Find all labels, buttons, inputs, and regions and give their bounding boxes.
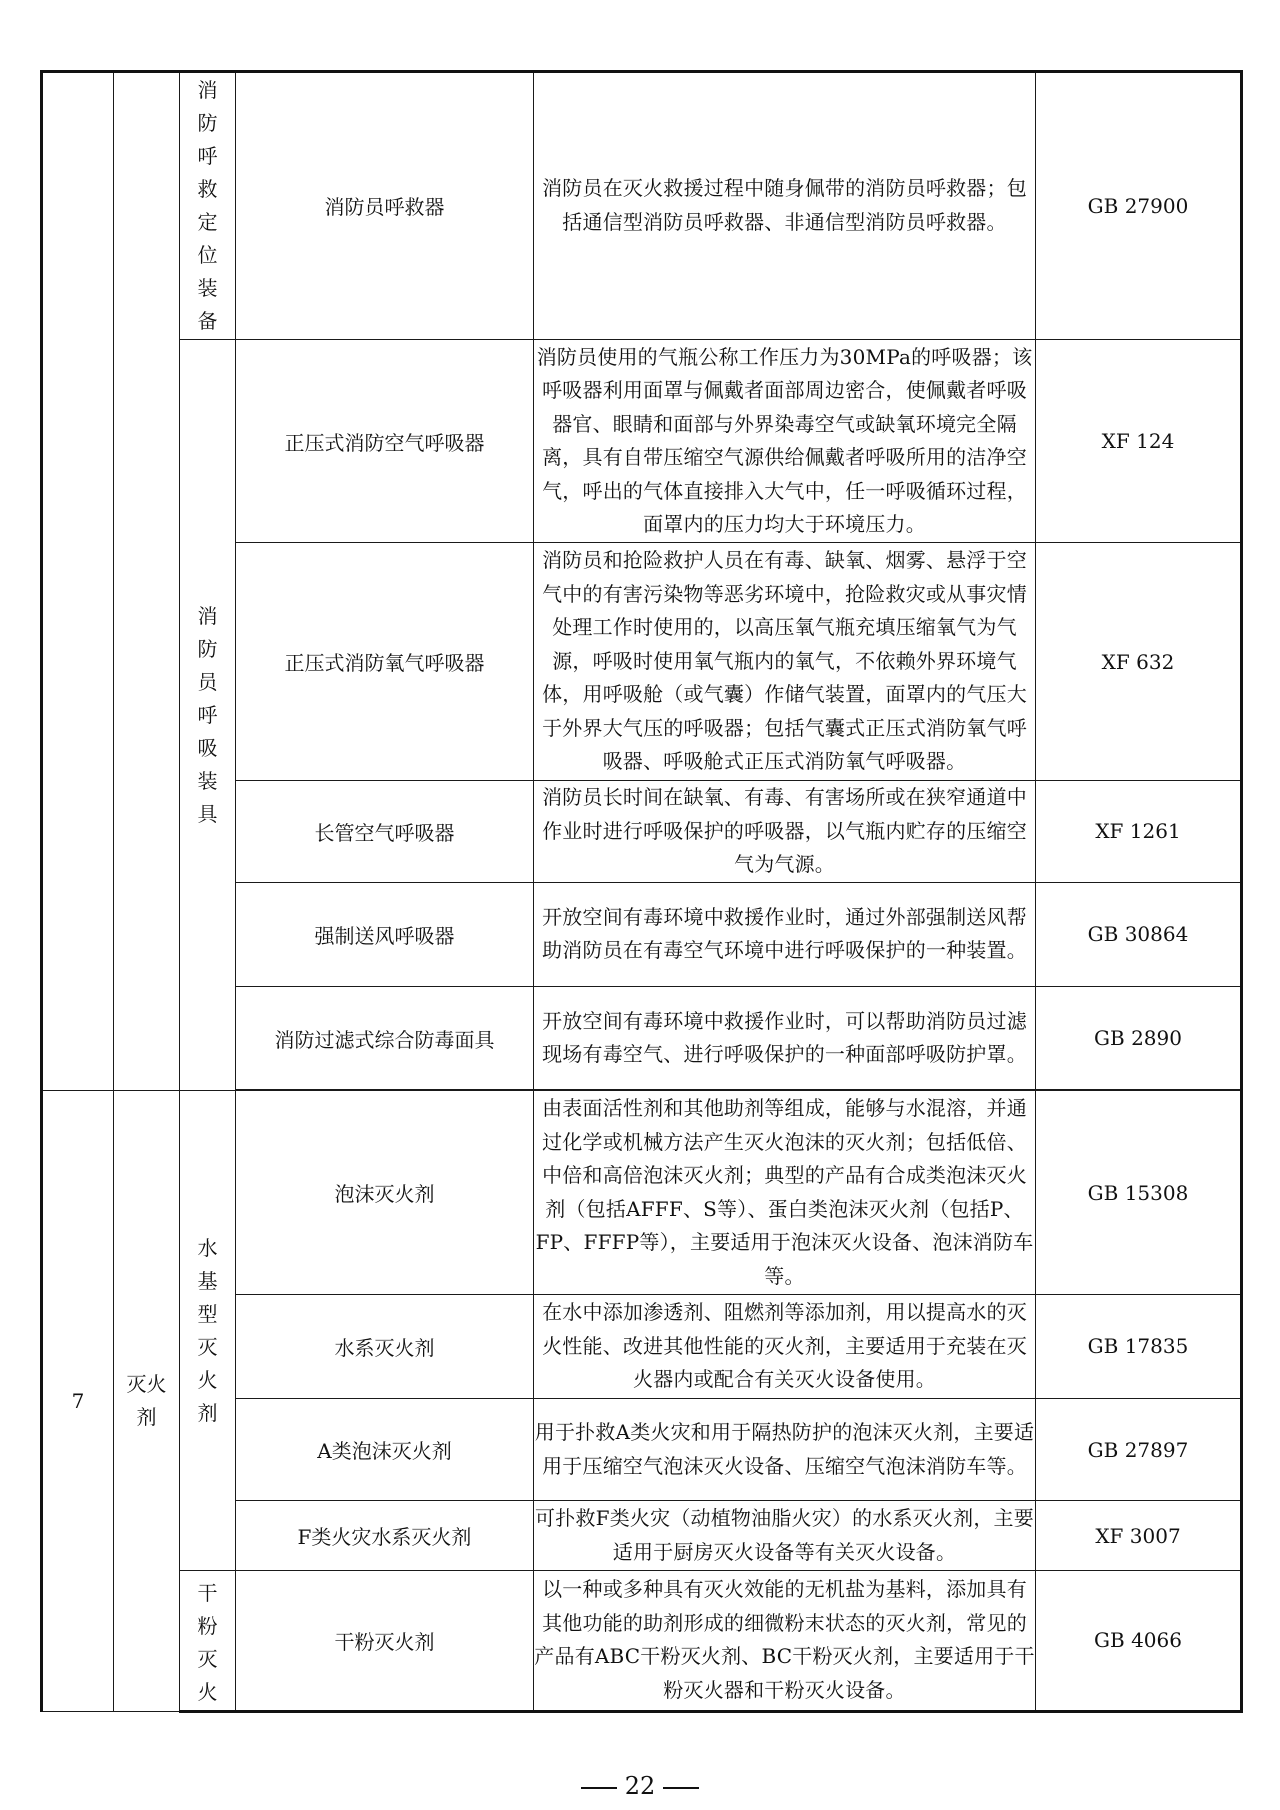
section-category: 灭火剂 — [114, 1091, 180, 1712]
equipment-standards-table — [40, 70, 1243, 1713]
product-name: 水系灭火剂 — [236, 1294, 534, 1398]
group-locator: 消防呼救定位装备 — [180, 72, 236, 340]
product-description: 在水中添加渗透剂、阻燃剂等添加剂，用以提高水的灭火性能、改进其他性能的灭火剂，主要适用于充装在灭火器内或配合有关灭火设备使用。 — [534, 1294, 1036, 1398]
standard-code: XF 124 — [1036, 339, 1242, 542]
standard-code: GB 4066 — [1036, 1570, 1242, 1711]
standard-code: GB 27900 — [1036, 72, 1242, 340]
product-name: F类火灾水系灭火剂 — [236, 1501, 534, 1571]
standards-table-page — [40, 70, 1240, 1713]
footer-dash-left — [581, 1787, 617, 1789]
page-footer — [0, 1772, 1280, 1800]
standard-code: XF 632 — [1036, 543, 1242, 780]
product-description: 消防员使用的气瓶公称工作压力为30MPa的呼吸器；该呼吸器利用面罩与佩戴者面部周边密合，使佩戴者呼吸器官、眼睛和面部与外界染毒空气或缺氧环境完全隔离，具有自带压缩空气源供给佩戴者呼吸所用的洁净空气，呼出的气体直接排入大气中，任一呼吸循环过程，面罩内的压力均大于环境压力。 — [534, 339, 1036, 542]
product-description: 消防员长时间在缺氧、有毒、有害场所或在狭窄通道中作业时进行呼吸保护的呼吸器，以气瓶内贮存的压缩空气为气源。 — [534, 780, 1036, 882]
standard-code: GB 15308 — [1036, 1091, 1242, 1294]
product-description: 开放空间有毒环境中救援作业时，通过外部强制送风帮助消防员在有毒空气环境中进行呼吸保护的一种装置。 — [534, 882, 1036, 986]
standard-code: GB 30864 — [1036, 882, 1242, 986]
table-row — [42, 1570, 1242, 1711]
product-name: 消防员呼救器 — [236, 72, 534, 340]
section-number: 7 — [42, 1091, 114, 1712]
product-name: 泡沫灭火剂 — [236, 1091, 534, 1294]
product-description: 用于扑救A类火灾和用于隔热防护的泡沫灭火剂，主要适用于压缩空气泡沫灭火设备、压缩空气泡沫消防车等。 — [534, 1398, 1036, 1501]
page-number: 22 — [624, 1772, 656, 1800]
standard-code: XF 3007 — [1036, 1501, 1242, 1571]
category-cell-empty — [114, 72, 180, 1091]
standard-code: GB 2890 — [1036, 986, 1242, 1090]
product-name: 长管空气呼吸器 — [236, 780, 534, 882]
group-water-agent: 水基型灭火剂 — [180, 1091, 236, 1570]
product-description: 以一种或多种具有灭火效能的无机盐为基料，添加具有其他功能的助剂形成的细微粉末状态的灭火剂，常见的产品有ABC干粉灭火剂、BC干粉灭火剂，主要适用于干粉灭火器和干粉灭火设备。 — [534, 1570, 1036, 1711]
product-name: 正压式消防氧气呼吸器 — [236, 543, 534, 780]
standard-code: GB 27897 — [1036, 1398, 1242, 1501]
product-description: 可扑救F类火灾（动植物油脂火灾）的水系灭火剂，主要适用于厨房灭火设备等有关灭火设备。 — [534, 1501, 1036, 1571]
table-row — [42, 1091, 1242, 1294]
product-description: 由表面活性剂和其他助剂等组成，能够与水混溶，并通过化学或机械方法产生灭火泡沫的灭火剂；包括低倍、中倍和高倍泡沫灭火剂；典型的产品有合成类泡沫灭火剂（包括AFFF、S等）、蛋白类泡沫灭火剂（包括P、FP、FFFP等），主要适用于泡沫灭火设备、泡沫消防车等。 — [534, 1091, 1036, 1294]
product-description: 消防员和抢险救护人员在有毒、缺氧、烟雾、悬浮于空气中的有害污染物等恶劣环境中，抢险救灾或从事灾情处理工作时使用的，以高压氧气瓶充填压缩氧气为气源，呼吸时使用氧气瓶内的氧气，不依赖外界环境气体，用呼吸舱（或气囊）作储气装置，面罩内的气压大于外界大气压的呼吸器；包括气囊式正压式消防氧气呼吸器、呼吸舱式正压式消防氧气呼吸器。 — [534, 543, 1036, 780]
number-cell-empty — [42, 72, 114, 1091]
group-breathing: 消防员呼吸装具 — [180, 339, 236, 1090]
product-name: A类泡沫灭火剂 — [236, 1398, 534, 1501]
product-name: 强制送风呼吸器 — [236, 882, 534, 986]
product-description: 开放空间有毒环境中救援作业时，可以帮助消防员过滤现场有毒空气、进行呼吸保护的一种面部呼吸防护罩。 — [534, 986, 1036, 1090]
standard-code: XF 1261 — [1036, 780, 1242, 882]
table-row — [42, 72, 1242, 340]
standard-code: GB 17835 — [1036, 1294, 1242, 1398]
product-name: 干粉灭火剂 — [236, 1570, 534, 1711]
product-name: 消防过滤式综合防毒面具 — [236, 986, 534, 1090]
group-dry-powder: 干粉灭火 — [180, 1570, 236, 1711]
table-row — [42, 339, 1242, 542]
product-name: 正压式消防空气呼吸器 — [236, 339, 534, 542]
footer-dash-right — [663, 1787, 699, 1789]
product-description: 消防员在灭火救援过程中随身佩带的消防员呼救器；包括通信型消防员呼救器、非通信型消防员呼救器。 — [534, 72, 1036, 340]
